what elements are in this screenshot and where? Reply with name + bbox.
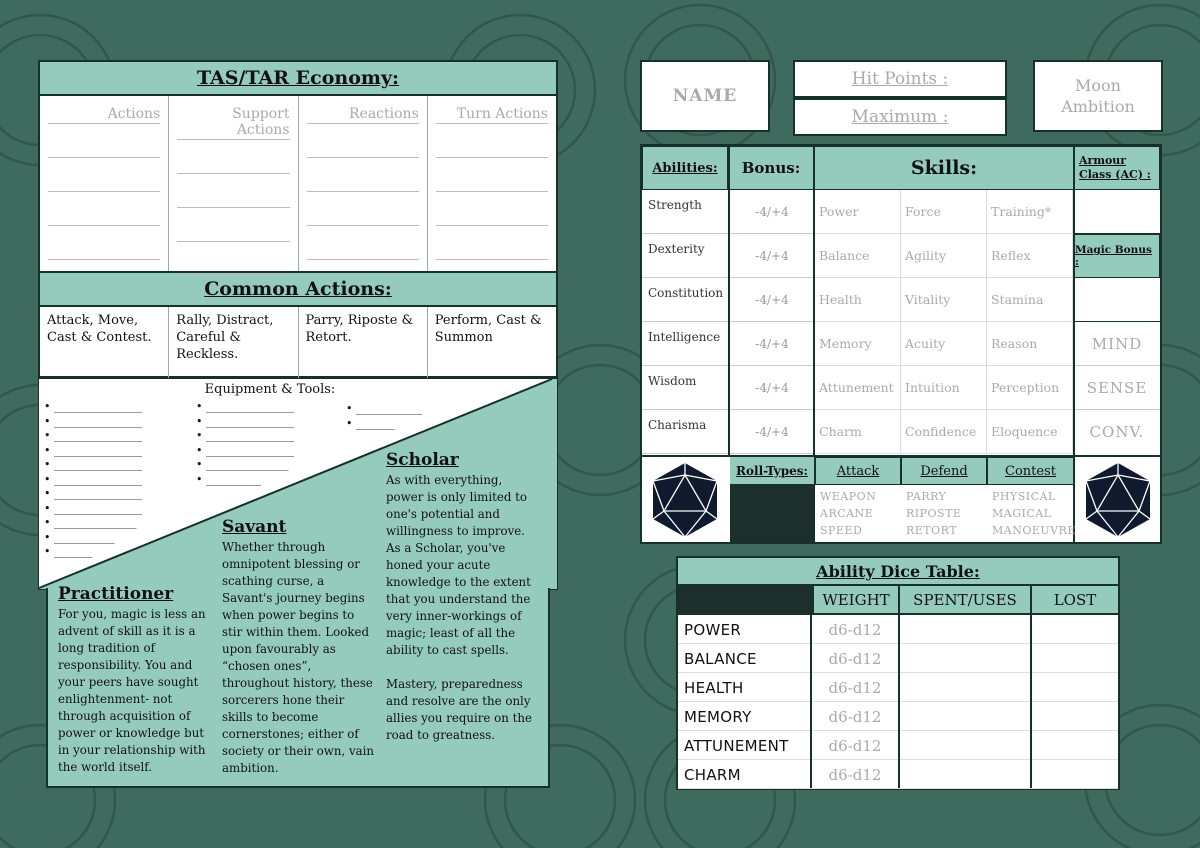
magic-bonus-header: Magic Bonus : [1074,234,1160,278]
skill-reflex[interactable]: Reflex [987,234,1073,278]
economy-column-header: Actions [48,106,160,124]
attack-roll-list: WEAPON ARCANE SPEED [820,490,877,537]
class-scholar [386,450,542,744]
economy-panel [38,60,558,378]
bonus-header: Bonus: [728,146,814,190]
moon-label: Moon [1075,76,1121,95]
common-action-cell: Perform, Cast & Summon [434,313,542,345]
skill-memory[interactable]: Memory [815,322,901,366]
dice-weight: d6-d12 [828,621,882,639]
skill-health[interactable]: Health [815,278,901,322]
equipment-list-2[interactable]: • ________________ • ________________ • ________________ • ________________ • _______________ • __________ [196,400,294,487]
skill-power[interactable]: Power [815,190,901,234]
skill-stamina[interactable]: Stamina [987,278,1073,322]
skill-force[interactable]: Force [901,190,987,234]
skill-perception[interactable]: Perception [987,366,1073,410]
ability-charisma: Charisma [642,410,728,454]
moon-ambition-field[interactable] [1033,60,1163,132]
character-sheet [640,144,1162,544]
roll-types-label: Roll-Types: [730,457,814,484]
ability-dexterity: Dexterity [642,234,728,278]
economy-column-turn-actions[interactable] [428,96,556,271]
economy-title: TAS/TAR Economy: [40,62,556,96]
dice-table-title: Ability Dice Table: [678,558,1118,586]
roll-type-defend: Defend [901,457,987,485]
dice-weight: d6-d12 [828,766,882,784]
dice-weight: d6-d12 [828,737,882,755]
ambition-label: Ambition [1061,97,1135,116]
equipment-list-1[interactable]: • ________________ • ________________ • ________________ • ________________ • ________________ • ________________ • ________________ • ________________ • _______________ • ___________ • _______ [44,400,142,560]
bonus-field[interactable]: -4/+4 [730,410,814,454]
ability-wisdom: Wisdom [642,366,728,410]
roll-types-dark-cell [730,484,814,542]
roll-type-attack: Attack [815,457,901,485]
abilities-header: Abilities: [642,146,728,190]
skill-reason[interactable]: Reason [987,322,1073,366]
class-title: Scholar [386,450,459,470]
mind-stat[interactable]: MIND [1074,322,1160,366]
d20-icon [1075,457,1160,542]
class-title: Savant [222,517,287,537]
common-actions-columns [40,307,556,378]
skill-eloquence[interactable]: Eloquence [987,410,1073,454]
dice-ability-name: BALANCE [684,650,757,668]
armour-class-field[interactable] [1074,190,1160,234]
equipment-title: Equipment & Tools: [204,382,336,397]
dice-ability-name: CHARM [684,766,741,784]
skill-vitality[interactable]: Vitality [901,278,987,322]
roll-type-contest: Contest [987,457,1074,485]
skill-balance[interactable]: Balance [815,234,901,278]
armour-class-header: Armour Class (AC) : [1074,146,1160,190]
hit-points-field[interactable]: Hit Points : [793,60,1007,98]
d20-icon [642,457,728,542]
skill-acuity[interactable]: Acuity [901,322,987,366]
economy-column-reactions[interactable] [299,96,428,271]
sense-stat[interactable]: SENSE [1074,366,1160,410]
bonus-field[interactable]: -4/+4 [730,190,814,234]
class-description: Mastery, preparedness and resolve are the only allies you require on the road to greatness. [386,677,532,742]
contest-roll-list: PHYSICAL MAGICAL MANOEUVRE [992,490,1076,537]
skill-confidence[interactable]: Confidence [901,410,987,454]
bonus-field[interactable]: -4/+4 [730,278,814,322]
dice-weight: d6-d12 [828,679,882,697]
ability-dice-table [676,556,1120,790]
skill-attunement[interactable]: Attunement [815,366,901,410]
bonus-field[interactable]: -4/+4 [730,366,814,410]
ability-intelligence: Intelligence [642,322,728,366]
lost-header: LOST [1030,586,1118,615]
spent-uses-header: SPENT/USES [898,586,1030,615]
dice-header-dark-cell [678,586,812,615]
skills-header: Skills: [814,146,1074,190]
class-practitioner [58,584,208,776]
defend-roll-list: PARRY RIPOSTE RETORT [906,490,962,537]
class-savant [222,517,378,777]
common-action-cell: Attack, Move, Cast & Contest. [40,307,169,378]
skill-intuition[interactable]: Intuition [901,366,987,410]
economy-column-header: Turn Actions [436,106,548,124]
dice-weight: d6-d12 [828,650,882,668]
economy-column-actions[interactable] [40,96,169,271]
dice-ability-name: ATTUNEMENT [684,737,789,755]
economy-column-header: Support Actions [177,106,289,140]
magic-bonus-field[interactable] [1074,278,1160,322]
name-field[interactable]: NAME [640,60,770,132]
skill-charm[interactable]: Charm [815,410,901,454]
maximum-hp-field[interactable]: Maximum : [793,98,1007,136]
conv-stat[interactable]: CONV. [1089,423,1145,441]
bonus-field[interactable]: -4/+4 [730,234,814,278]
economy-column-support-actions[interactable] [169,96,298,271]
common-actions-title: Common Actions: [40,273,556,307]
economy-columns [40,96,556,273]
dice-ability-name: HEALTH [684,679,744,697]
class-title: Practitioner [58,584,174,604]
ability-strength: Strength [642,190,728,234]
common-action-cell: Rally, Distract, Careful & Reckless. [169,307,298,378]
skill-training[interactable]: Training* [987,190,1073,234]
dice-weight: d6-d12 [828,708,882,726]
skill-agility[interactable]: Agility [901,234,987,278]
common-action-cell: Parry, Riposte & Retort. [299,307,428,378]
class-description: Whether through omnipotent blessing or scathing curse, a Savant's journey begins when power begins to stir within them. Looked upon favourably as “chosen ones”, throughout history, these sorcerers hone their skills to become cornerstones; either of society or their own, vain ambition. [222,540,375,775]
class-description: As with everything, power is only limited to one's potential and willingness to improve. As a Scholar, you've honed your acute knowledge to the extent that you understand the very inner-workings of magic; least of all the ability to cast spells. [386,473,531,657]
ability-constitution: Constitution [642,278,728,322]
dice-ability-name: MEMORY [684,708,752,726]
bonus-field[interactable]: -4/+4 [730,322,814,366]
weight-header: WEIGHT [812,586,898,615]
equipment-list-3[interactable]: • ____________ • _______ [346,402,422,431]
dice-ability-name: POWER [684,621,742,639]
class-description: For you, magic is less an advent of skill as it is a long tradition of responsibility. You and your peers have sought enlightenment- not through acquisition of power or knowledge but in your relationship with the world itself. [58,607,206,774]
economy-column-header: Reactions [307,106,419,124]
